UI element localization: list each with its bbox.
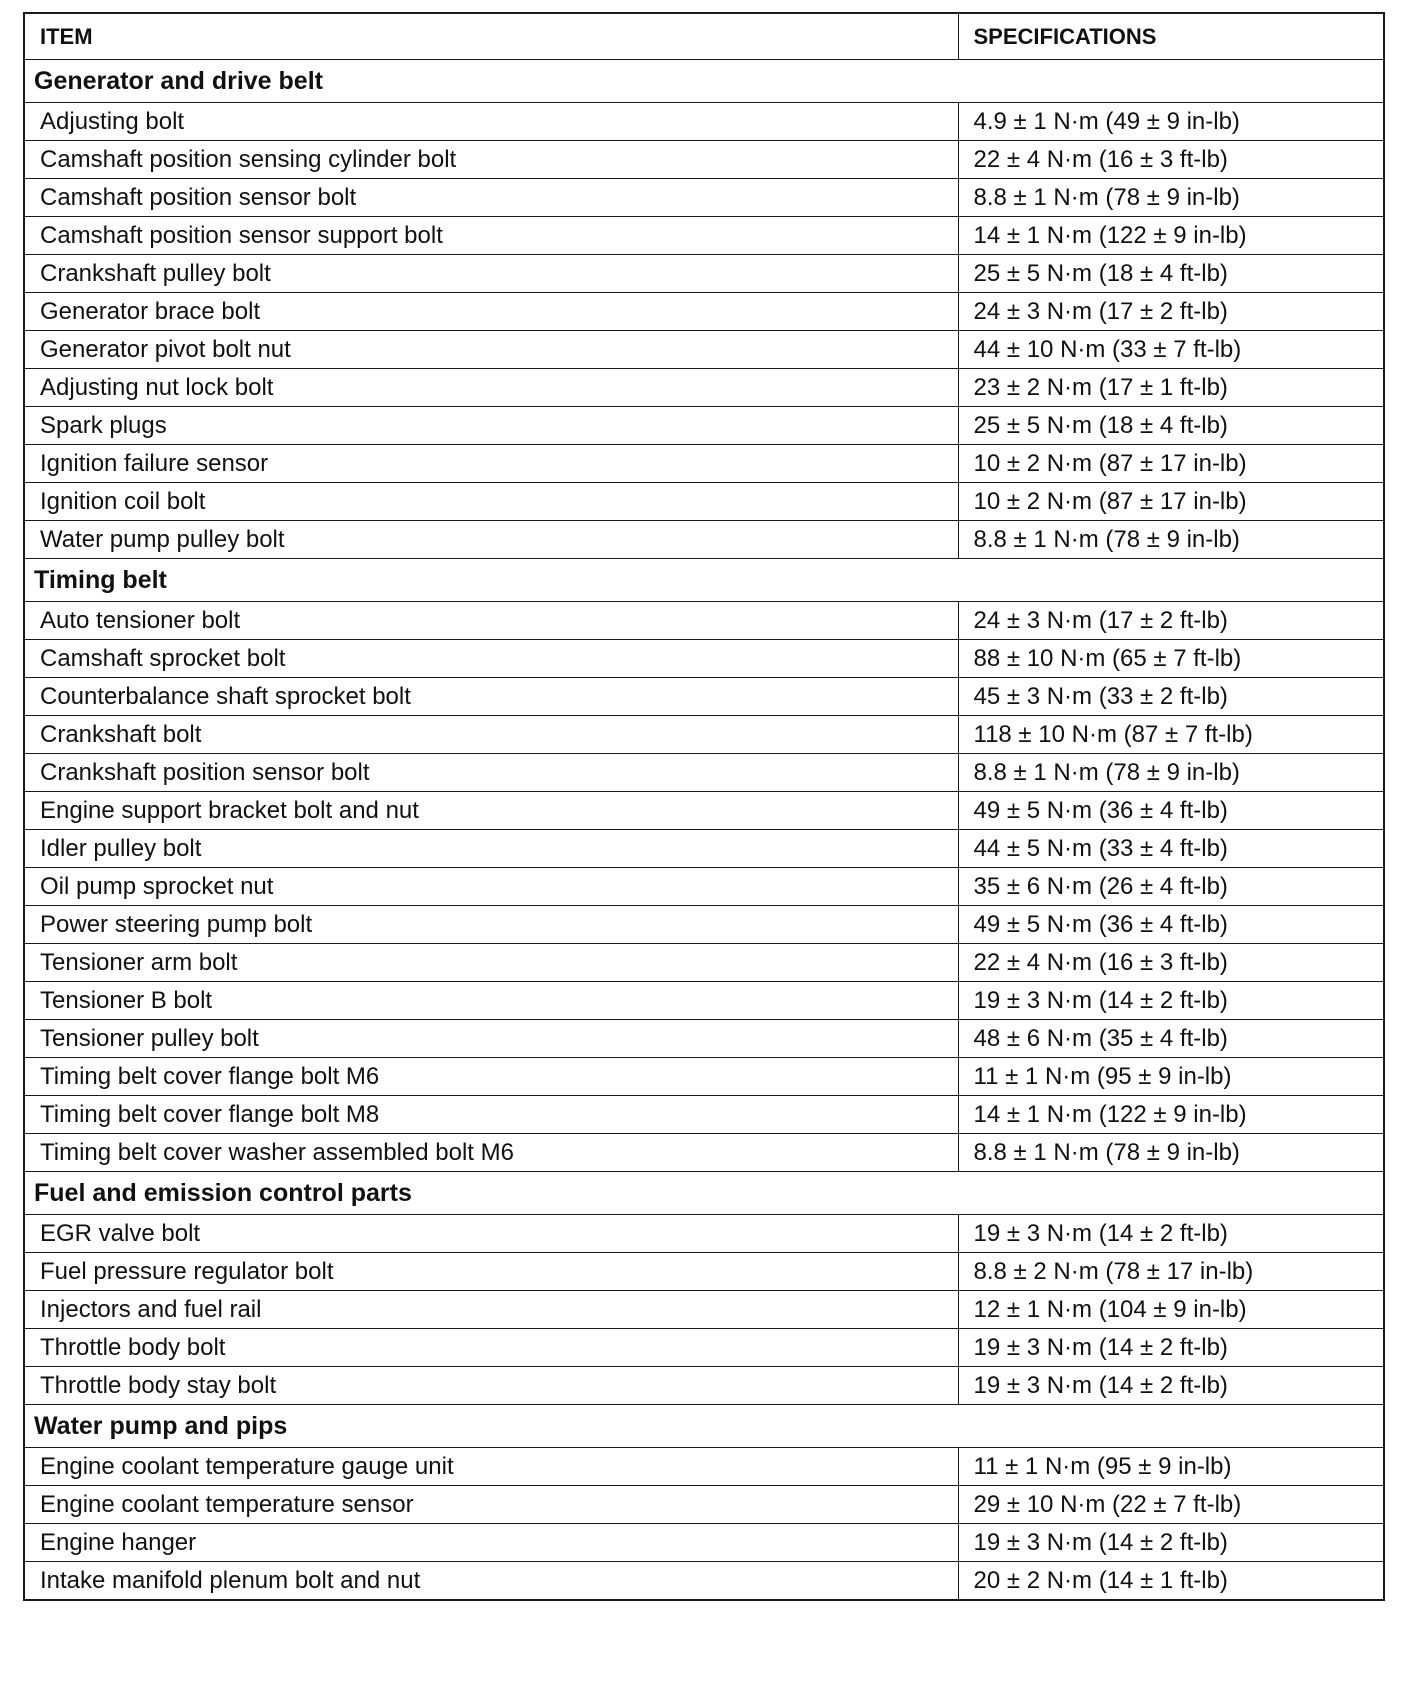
table-row <box>24 445 1384 483</box>
specification-cell: 23 ± 2 N·m (17 ± 1 ft-lb) <box>958 369 1384 407</box>
section-header-row <box>24 1172 1384 1215</box>
item-cell: Fuel pressure regulator bolt <box>24 1253 958 1291</box>
specification-cell: 88 ± 10 N·m (65 ± 7 ft-lb) <box>958 640 1384 678</box>
table-row <box>24 1134 1384 1172</box>
specification-cell: 35 ± 6 N·m (26 ± 4 ft-lb) <box>958 868 1384 906</box>
table-row <box>24 906 1384 944</box>
table-row <box>24 868 1384 906</box>
item-cell: Generator pivot bolt nut <box>24 331 958 369</box>
item-cell: Counterbalance shaft sprocket bolt <box>24 678 958 716</box>
specification-cell: 22 ± 4 N·m (16 ± 3 ft-lb) <box>958 944 1384 982</box>
specification-cell: 22 ± 4 N·m (16 ± 3 ft-lb) <box>958 141 1384 179</box>
section-title: Water pump and pips <box>24 1405 1384 1448</box>
specification-cell: 11 ± 1 N·m (95 ± 9 in-lb) <box>958 1448 1384 1486</box>
item-cell: Camshaft position sensing cylinder bolt <box>24 141 958 179</box>
item-cell: Camshaft position sensor support bolt <box>24 217 958 255</box>
item-cell: Adjusting bolt <box>24 103 958 141</box>
table-row <box>24 331 1384 369</box>
specification-cell: 11 ± 1 N·m (95 ± 9 in-lb) <box>958 1058 1384 1096</box>
table-row <box>24 1253 1384 1291</box>
item-cell: Ignition coil bolt <box>24 483 958 521</box>
section-header-row <box>24 1405 1384 1448</box>
item-cell: Injectors and fuel rail <box>24 1291 958 1329</box>
table-row <box>24 521 1384 559</box>
table-row <box>24 1448 1384 1486</box>
item-cell: Engine support bracket bolt and nut <box>24 792 958 830</box>
table-row <box>24 754 1384 792</box>
table-row <box>24 1329 1384 1367</box>
item-cell: Camshaft position sensor bolt <box>24 179 958 217</box>
specification-cell: 19 ± 3 N·m (14 ± 2 ft-lb) <box>958 1215 1384 1253</box>
item-cell: EGR valve bolt <box>24 1215 958 1253</box>
section-title: Fuel and emission control parts <box>24 1172 1384 1215</box>
item-cell: Timing belt cover flange bolt M6 <box>24 1058 958 1096</box>
specification-cell: 44 ± 5 N·m (33 ± 4 ft-lb) <box>958 830 1384 868</box>
table-row <box>24 293 1384 331</box>
item-cell: Tensioner B bolt <box>24 982 958 1020</box>
item-cell: Timing belt cover flange bolt M8 <box>24 1096 958 1134</box>
specifications-column-header: SPECIFICATIONS <box>958 13 1384 60</box>
specification-cell: 49 ± 5 N·m (36 ± 4 ft-lb) <box>958 906 1384 944</box>
specification-cell: 29 ± 10 N·m (22 ± 7 ft-lb) <box>958 1486 1384 1524</box>
specification-cell: 25 ± 5 N·m (18 ± 4 ft-lb) <box>958 407 1384 445</box>
table-row <box>24 179 1384 217</box>
specification-cell: 19 ± 3 N·m (14 ± 2 ft-lb) <box>958 1329 1384 1367</box>
spec-table-body <box>24 60 1384 1601</box>
table-row <box>24 640 1384 678</box>
item-cell: Engine coolant temperature sensor <box>24 1486 958 1524</box>
table-row <box>24 1058 1384 1096</box>
specification-cell: 24 ± 3 N·m (17 ± 2 ft-lb) <box>958 293 1384 331</box>
table-row <box>24 217 1384 255</box>
item-cell: Timing belt cover washer assembled bolt M6 <box>24 1134 958 1172</box>
item-cell: Crankshaft position sensor bolt <box>24 754 958 792</box>
item-column-header: ITEM <box>24 13 958 60</box>
table-row <box>24 982 1384 1020</box>
table-row <box>24 1020 1384 1058</box>
specification-cell: 8.8 ± 1 N·m (78 ± 9 in-lb) <box>958 179 1384 217</box>
item-cell: Throttle body stay bolt <box>24 1367 958 1405</box>
specification-cell: 8.8 ± 1 N·m (78 ± 9 in-lb) <box>958 521 1384 559</box>
section-title: Timing belt <box>24 559 1384 602</box>
table-row <box>24 1367 1384 1405</box>
item-cell: Engine hanger <box>24 1524 958 1562</box>
specification-cell: 19 ± 3 N·m (14 ± 2 ft-lb) <box>958 1524 1384 1562</box>
header-row <box>24 13 1384 60</box>
item-cell: Tensioner arm bolt <box>24 944 958 982</box>
item-cell: Power steering pump bolt <box>24 906 958 944</box>
item-cell: Generator brace bolt <box>24 293 958 331</box>
specification-cell: 20 ± 2 N·m (14 ± 1 ft-lb) <box>958 1562 1384 1601</box>
table-row <box>24 1486 1384 1524</box>
specification-cell: 25 ± 5 N·m (18 ± 4 ft-lb) <box>958 255 1384 293</box>
specification-cell: 24 ± 3 N·m (17 ± 2 ft-lb) <box>958 602 1384 640</box>
specification-cell: 10 ± 2 N·m (87 ± 17 in-lb) <box>958 483 1384 521</box>
specification-cell: 14 ± 1 N·m (122 ± 9 in-lb) <box>958 1096 1384 1134</box>
table-row <box>24 1291 1384 1329</box>
table-row <box>24 369 1384 407</box>
section-header-row <box>24 60 1384 103</box>
item-cell: Tensioner pulley bolt <box>24 1020 958 1058</box>
table-row <box>24 407 1384 445</box>
table-row <box>24 483 1384 521</box>
item-cell: Engine coolant temperature gauge unit <box>24 1448 958 1486</box>
item-cell: Throttle body bolt <box>24 1329 958 1367</box>
table-row <box>24 792 1384 830</box>
table-row <box>24 1215 1384 1253</box>
table-row <box>24 1524 1384 1562</box>
specification-cell: 49 ± 5 N·m (36 ± 4 ft-lb) <box>958 792 1384 830</box>
torque-spec-table <box>23 12 1385 1601</box>
item-cell: Spark plugs <box>24 407 958 445</box>
specification-cell: 118 ± 10 N·m (87 ± 7 ft-lb) <box>958 716 1384 754</box>
specification-cell: 8.8 ± 1 N·m (78 ± 9 in-lb) <box>958 1134 1384 1172</box>
specification-cell: 45 ± 3 N·m (33 ± 2 ft-lb) <box>958 678 1384 716</box>
item-cell: Auto tensioner bolt <box>24 602 958 640</box>
section-header-row <box>24 559 1384 602</box>
item-cell: Intake manifold plenum bolt and nut <box>24 1562 958 1601</box>
table-row <box>24 602 1384 640</box>
item-cell: Adjusting nut lock bolt <box>24 369 958 407</box>
item-cell: Camshaft sprocket bolt <box>24 640 958 678</box>
section-title: Generator and drive belt <box>24 60 1384 103</box>
table-row <box>24 716 1384 754</box>
item-cell: Crankshaft bolt <box>24 716 958 754</box>
table-row <box>24 1562 1384 1601</box>
specification-cell: 14 ± 1 N·m (122 ± 9 in-lb) <box>958 217 1384 255</box>
item-cell: Water pump pulley bolt <box>24 521 958 559</box>
specification-cell: 19 ± 3 N·m (14 ± 2 ft-lb) <box>958 982 1384 1020</box>
table-row <box>24 1096 1384 1134</box>
table-row <box>24 830 1384 868</box>
item-cell: Crankshaft pulley bolt <box>24 255 958 293</box>
table-row <box>24 944 1384 982</box>
specification-cell: 10 ± 2 N·m (87 ± 17 in-lb) <box>958 445 1384 483</box>
specification-cell: 19 ± 3 N·m (14 ± 2 ft-lb) <box>958 1367 1384 1405</box>
item-cell: Ignition failure sensor <box>24 445 958 483</box>
table-row <box>24 141 1384 179</box>
specification-cell: 44 ± 10 N·m (33 ± 7 ft-lb) <box>958 331 1384 369</box>
specification-cell: 4.9 ± 1 N·m (49 ± 9 in-lb) <box>958 103 1384 141</box>
specification-cell: 8.8 ± 1 N·m (78 ± 9 in-lb) <box>958 754 1384 792</box>
item-cell: Idler pulley bolt <box>24 830 958 868</box>
item-cell: Oil pump sprocket nut <box>24 868 958 906</box>
specification-cell: 8.8 ± 2 N·m (78 ± 17 in-lb) <box>958 1253 1384 1291</box>
specification-cell: 48 ± 6 N·m (35 ± 4 ft-lb) <box>958 1020 1384 1058</box>
specification-cell: 12 ± 1 N·m (104 ± 9 in-lb) <box>958 1291 1384 1329</box>
table-row <box>24 103 1384 141</box>
table-row <box>24 678 1384 716</box>
table-row <box>24 255 1384 293</box>
